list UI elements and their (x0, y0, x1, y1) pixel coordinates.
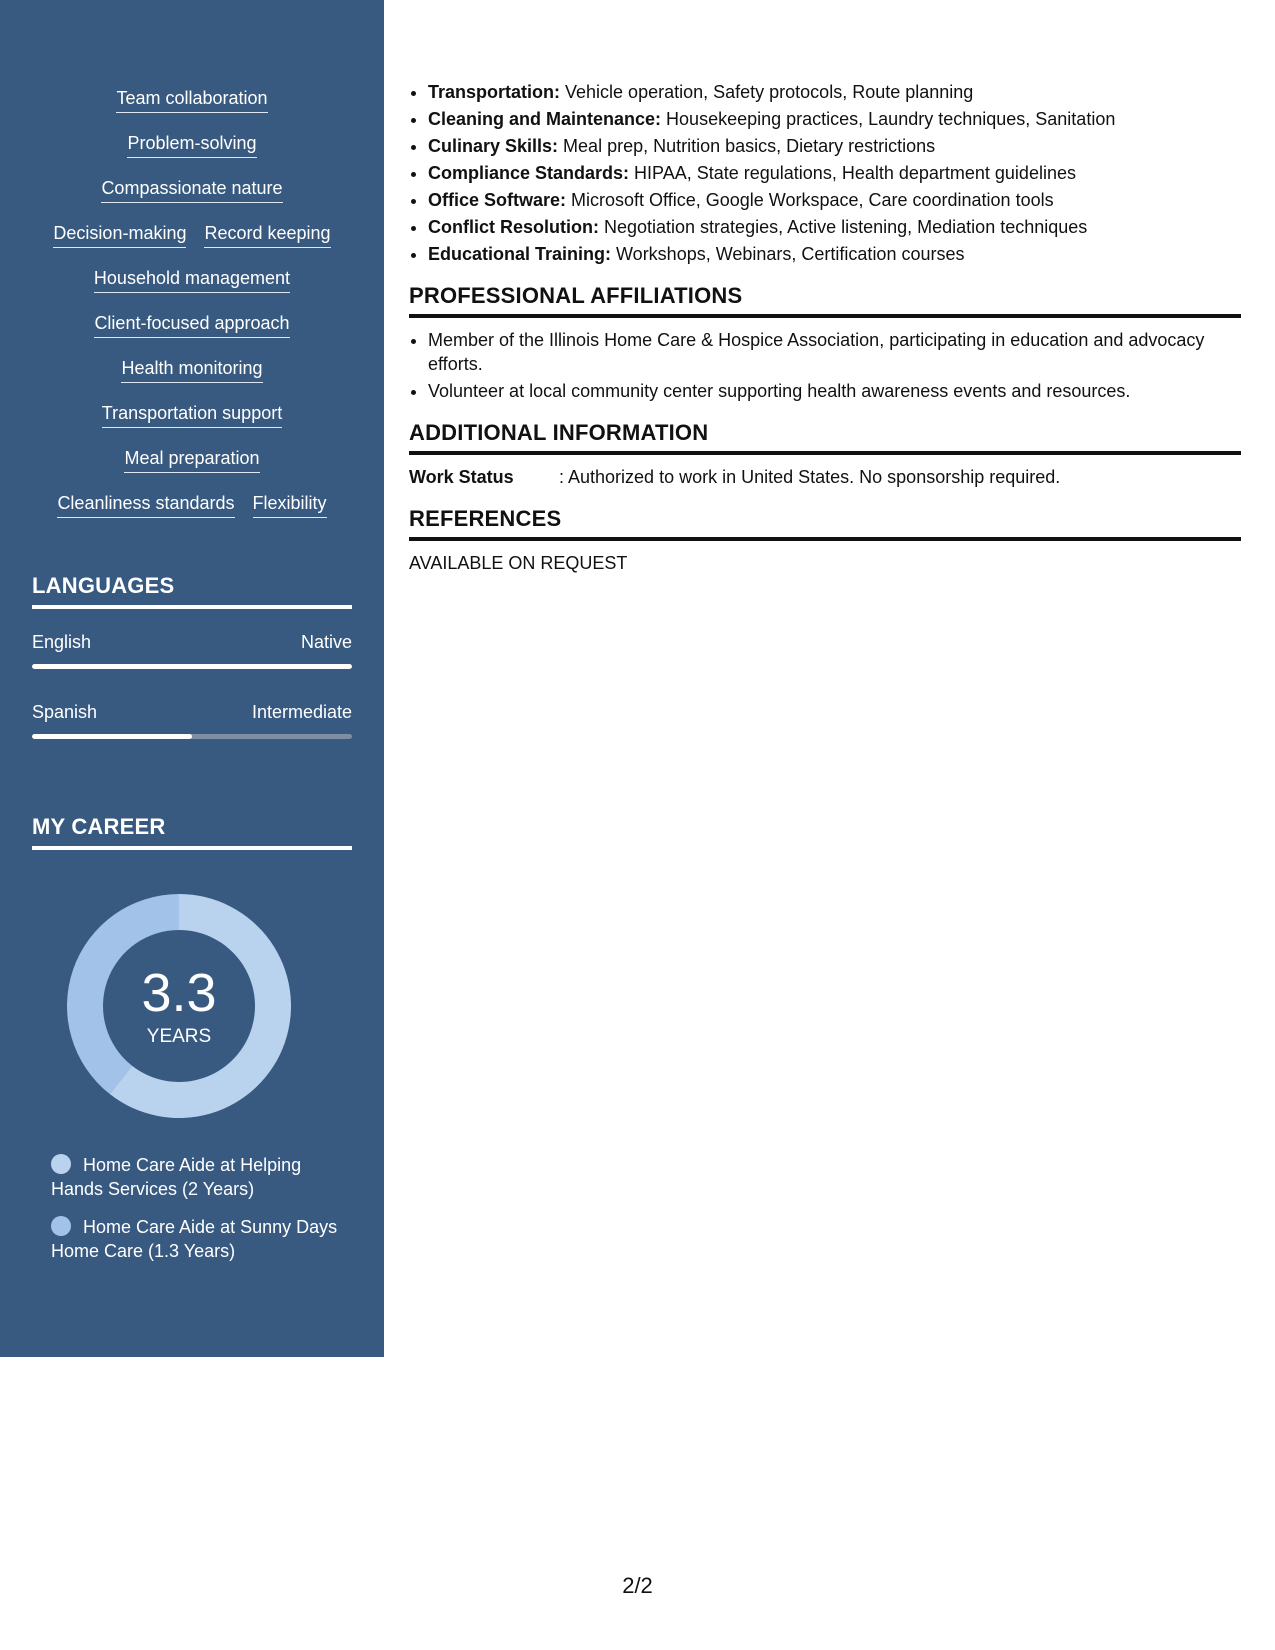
legend-dot-icon (51, 1154, 71, 1174)
languages-heading: LANGUAGES (32, 572, 352, 609)
skill-tag: Record keeping (204, 221, 330, 248)
career-total-value: 3.3 (141, 963, 217, 1023)
list-item (428, 134, 1241, 158)
career-legend-item (51, 1215, 341, 1263)
references-text: AVAILABLE ON REQUEST (409, 553, 628, 573)
skill-row (32, 446, 352, 491)
skill-details: Workshops, Webinars, Certification courses (611, 244, 965, 264)
skill-details: Microsoft Office, Google Workspace, Care coordination tools (566, 190, 1054, 210)
page-number: 2/2 (622, 1573, 653, 1598)
skill-tag: Health monitoring (121, 356, 262, 383)
skill-tag: Decision-making (53, 221, 186, 248)
skill-category: Transportation: (428, 82, 561, 102)
skill-tag: Problem-solving (127, 131, 256, 158)
references-heading: REFERENCES (409, 505, 1241, 541)
list-item (428, 215, 1241, 239)
skill-row (32, 176, 352, 221)
technical-skills-list (409, 80, 1241, 266)
skill-category: Cleaning and Maintenance: (428, 109, 662, 129)
skill-details: Meal prep, Nutrition basics, Dietary restrictions (558, 136, 936, 156)
skill-tag: Cleanliness standards (57, 491, 234, 518)
career-total-unit: YEARS (146, 1026, 212, 1047)
skill-details: Negotiation strategies, Active listening, Mediation techniques (598, 217, 1088, 237)
list-item: • Volunteer at local community center supporting health awareness events and resources. (428, 379, 1241, 403)
skill-tag: Flexibility (253, 491, 327, 518)
language-proficiency-fill (32, 734, 192, 739)
language-english (32, 630, 352, 669)
sidebar (0, 0, 384, 1357)
skill-row (32, 356, 352, 401)
career-legend-label: Home Care Aide at Sunny Days Home Care (1.3 Years) (51, 1217, 338, 1261)
language-proficiency-bar (32, 664, 352, 669)
list-item (428, 161, 1241, 185)
skill-details: Vehicle operation, Safety protocols, Route planning (560, 82, 974, 102)
skill-category: Office Software: (428, 190, 567, 210)
language-proficiency-bar (32, 734, 352, 739)
references-section (409, 505, 1241, 575)
list-item (428, 107, 1241, 131)
skill-category: Educational Training: (428, 244, 612, 264)
skill-row (32, 86, 352, 131)
skill-tag: Team collaboration (116, 86, 267, 113)
skill-tag: Compassionate nature (101, 176, 282, 203)
language-level: Intermediate (251, 702, 352, 722)
list-item (428, 188, 1241, 212)
skill-row (32, 221, 352, 266)
skill-details: Housekeeping practices, Laundry techniques, Sanitation (661, 109, 1116, 129)
language-spanish (32, 700, 352, 739)
skill-row (32, 311, 352, 356)
additional-info-section (409, 419, 1241, 489)
skill-row (32, 401, 352, 446)
skill-tag: Meal preparation (124, 446, 259, 473)
skill-row (32, 491, 352, 536)
work-status-value: : Authorized to work in United States. No sponsorship required. (559, 467, 1061, 487)
affiliations-section (409, 282, 1241, 403)
language-name: Spanish (32, 702, 98, 722)
affiliations-list (409, 328, 1241, 403)
language-level: Native (300, 632, 352, 652)
list-item (428, 242, 1241, 266)
skills-cloud (32, 86, 352, 536)
work-status-label: Work Status (409, 467, 514, 487)
skill-row (32, 131, 352, 176)
skill-tag: Household management (94, 266, 290, 293)
affiliations-heading: PROFESSIONAL AFFILIATIONS (409, 282, 1241, 318)
skill-category: Compliance Standards: (428, 163, 630, 183)
career-heading: MY CAREER (32, 813, 352, 850)
skill-tag: Client-focused approach (94, 311, 289, 338)
list-item: • Member of the Illinois Home Care & Hospice Association, participating in education and advocacy efforts. (428, 328, 1241, 376)
additional-info-heading: ADDITIONAL INFORMATION (409, 419, 1241, 455)
language-name: English (32, 632, 92, 652)
list-item (428, 80, 1241, 104)
skill-row (32, 266, 352, 311)
career-legend-item (51, 1153, 341, 1201)
legend-dot-icon (51, 1216, 71, 1236)
skill-category: Conflict Resolution: (428, 217, 599, 237)
career-donut-chart (66, 893, 292, 1119)
language-proficiency-fill (32, 664, 352, 669)
career-legend-label: Home Care Aide at Helping Hands Services (2 Years) (51, 1155, 302, 1199)
main-content (409, 80, 1241, 575)
skill-details: HIPAA, State regulations, Health department guidelines (629, 163, 1076, 183)
work-status-row (409, 465, 1241, 489)
skill-tag: Transportation support (102, 401, 282, 428)
career-legend (51, 1153, 341, 1277)
skill-category: Culinary Skills: (428, 136, 559, 156)
